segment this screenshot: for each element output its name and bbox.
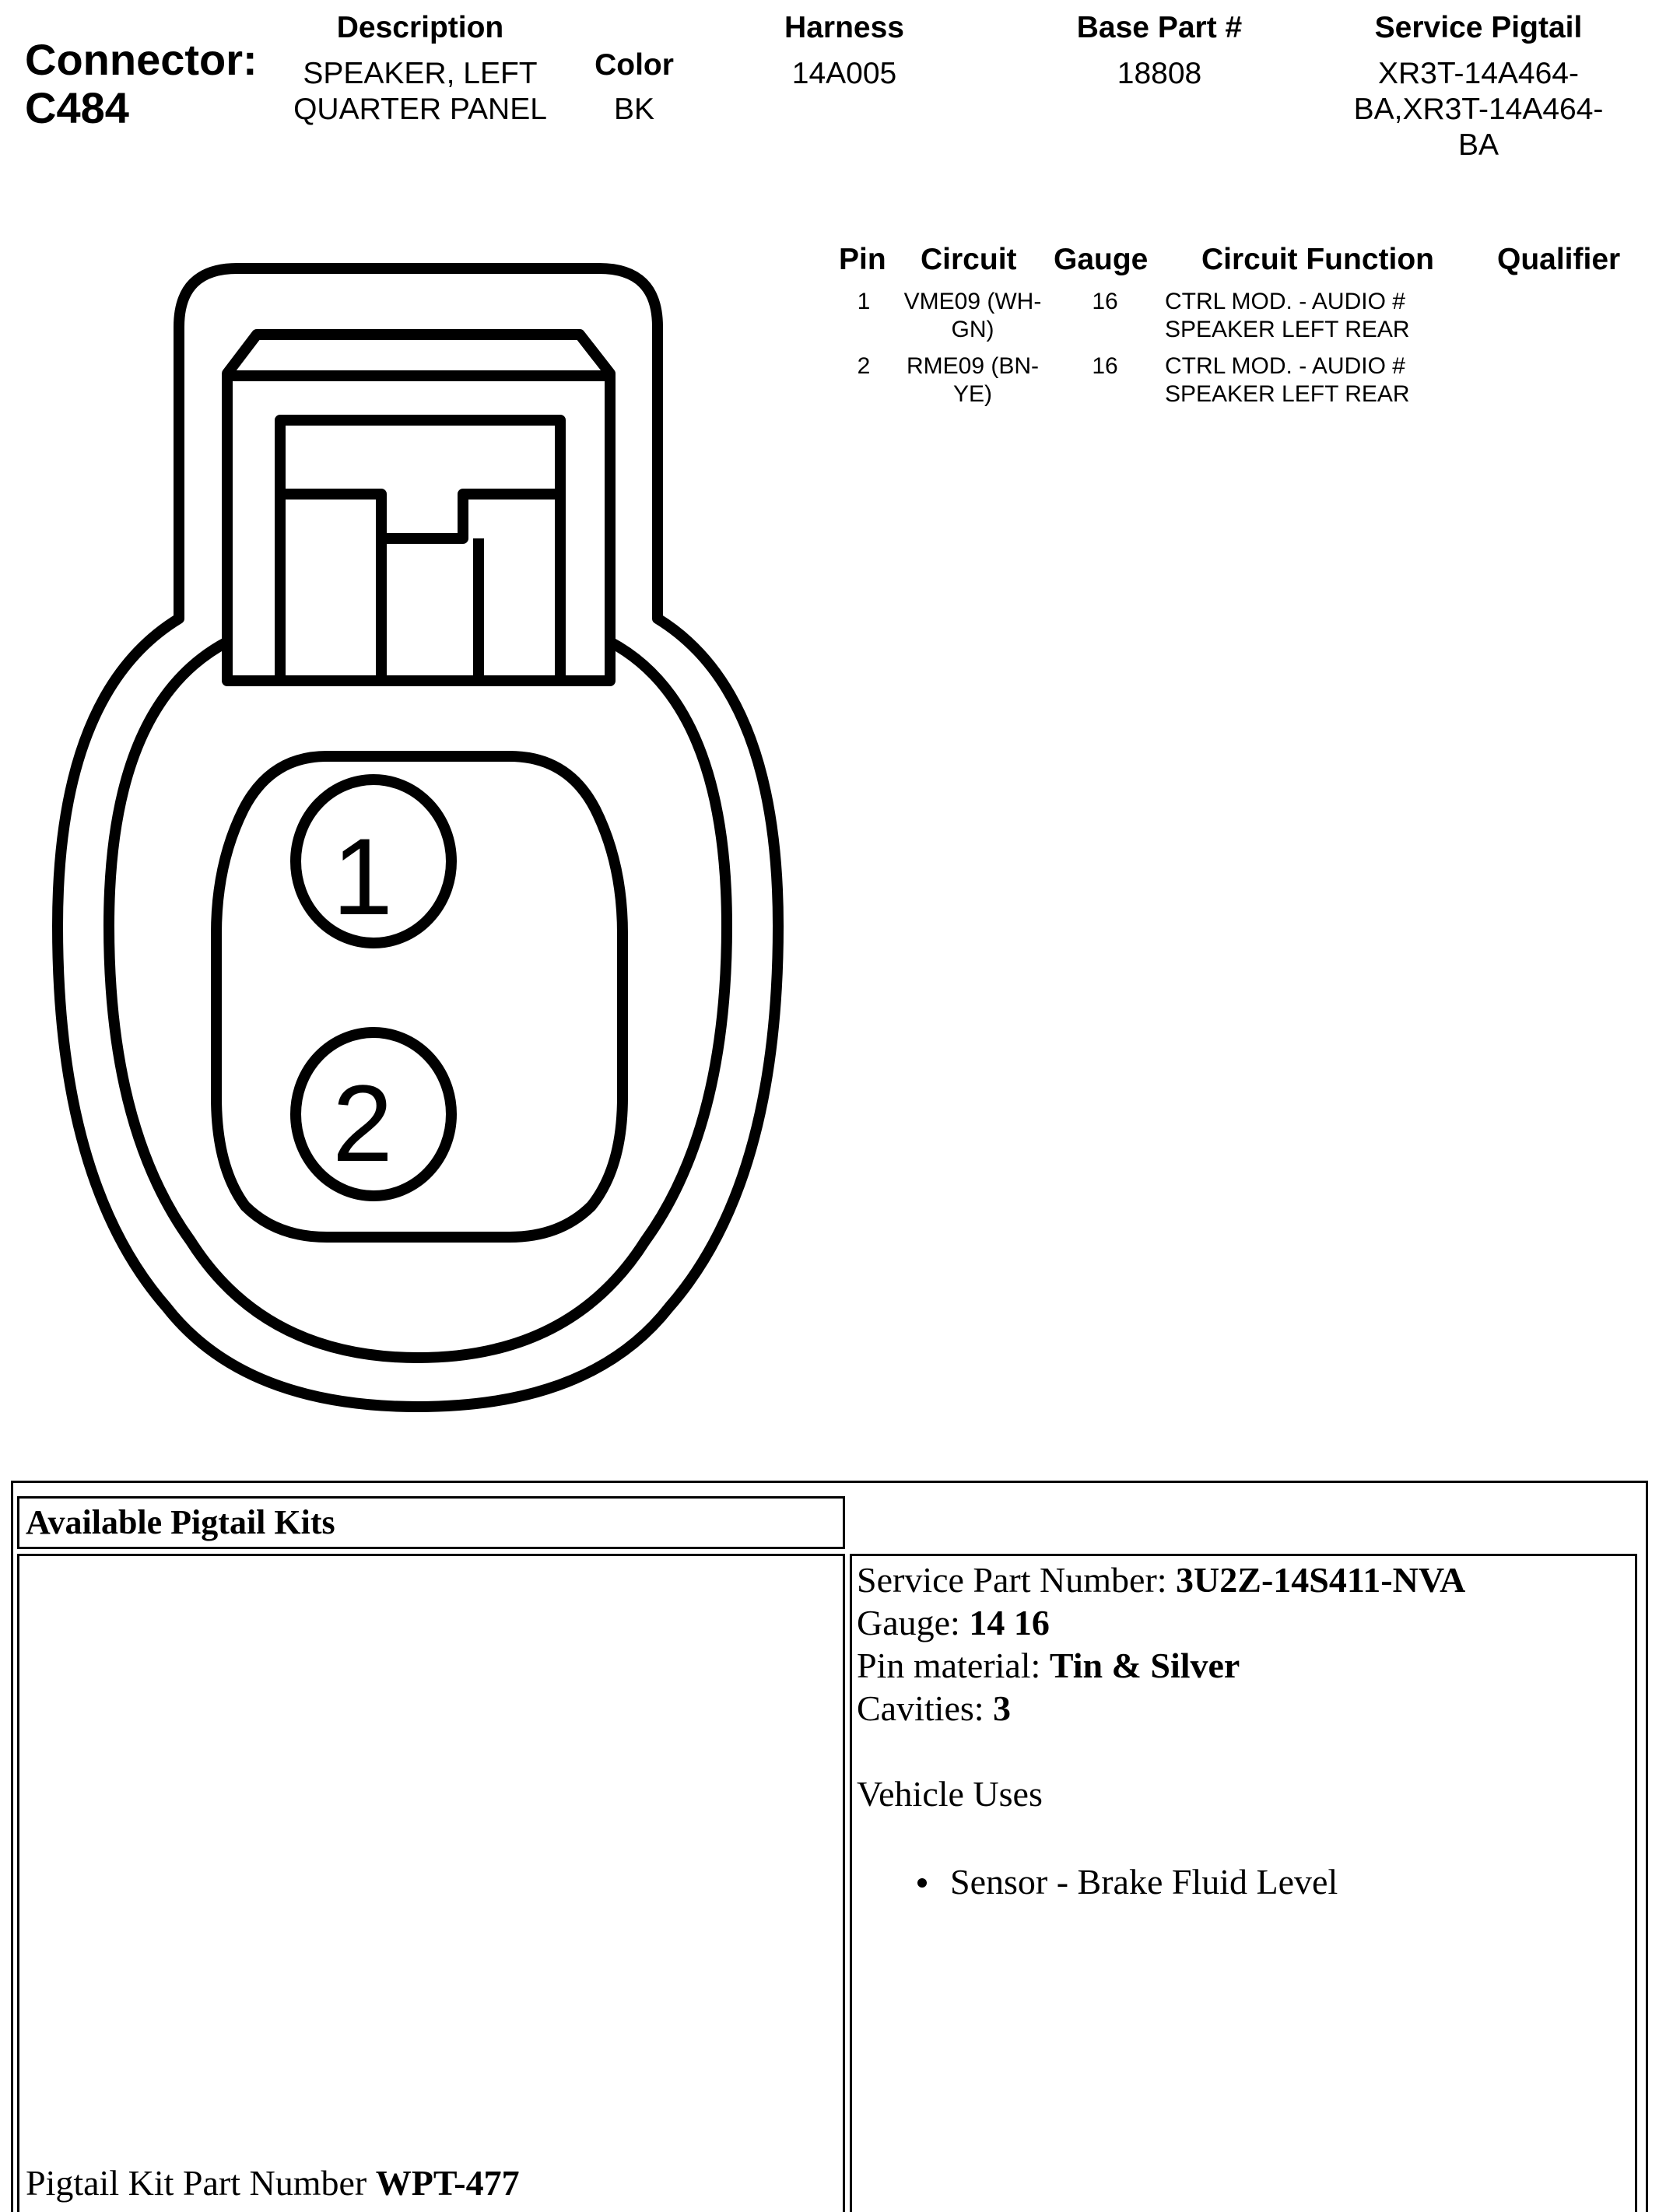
pin-number: 1	[857, 289, 871, 314]
gauge-label: Gauge:	[857, 1603, 970, 1642]
pin-material-label: Pin material:	[857, 1646, 1050, 1685]
pin-circuit-line-1: VME09 (WH-	[903, 289, 1042, 314]
pin-circuit	[887, 288, 1058, 344]
base-part-header: Base Part #	[1076, 11, 1243, 44]
pin-2-label: 2	[332, 1062, 393, 1184]
base-part-value: 18808	[1117, 57, 1202, 90]
connector-diagram	[0, 0, 801, 1455]
pin-function-line-1: CTRL MOD. - AUDIO #	[1165, 289, 1405, 314]
lock-latch	[280, 420, 560, 681]
pin-header-gauge: Gauge	[1054, 243, 1149, 276]
connector-inner-housing	[109, 642, 727, 1358]
pin-gauge: 16	[1092, 289, 1118, 314]
kit-part-value: WPT-477	[375, 2163, 520, 2203]
service-part-number-value: 3U2Z-14S411-NVA	[1176, 1560, 1466, 1600]
pigtail-kit-part-number	[26, 2161, 520, 2204]
pin-gauge: 16	[1092, 353, 1118, 379]
service-pigtail-line-1: XR3T-14A464-	[1378, 57, 1579, 90]
service-pigtail-header: Service Pigtail	[1374, 11, 1583, 44]
color-header: Color	[595, 48, 674, 82]
harness-header: Harness	[784, 11, 904, 44]
description-line-2: QUARTER PANEL	[293, 93, 547, 126]
pigtail-details-cell	[850, 1554, 1637, 2212]
pin-1-label: 1	[332, 815, 393, 938]
pin-circuit-line-2: GN)	[951, 317, 994, 342]
pin-circuit-line-2: YE)	[952, 381, 992, 407]
pin-header-pin: Pin	[839, 243, 886, 276]
vehicle-uses-heading: Vehicle Uses	[857, 1774, 1043, 1814]
pin-number: 2	[857, 353, 871, 379]
pin-header-circuit: Circuit	[921, 243, 1017, 276]
service-pigtail-value	[1315, 56, 1642, 163]
pin-function-line-1: CTRL MOD. - AUDIO #	[1165, 353, 1405, 379]
description-line-1: SPEAKER, LEFT	[303, 57, 538, 90]
pin-function-line-2: SPEAKER LEFT REAR	[1165, 317, 1410, 342]
pin-header-function: Circuit Function	[1201, 243, 1434, 276]
cavities-label: Cavities:	[857, 1688, 994, 1728]
pin-circuit	[887, 352, 1058, 408]
pigtail-image-cell	[17, 1554, 845, 2212]
bullet-icon	[917, 1878, 927, 1888]
pigtail-kits-title: Available Pigtail Kits	[26, 1503, 335, 1541]
service-part-number-line	[857, 1558, 1465, 1601]
service-pigtail-line-2: BA,XR3T-14A464-	[1353, 93, 1604, 126]
pin-cavity-insert	[216, 756, 623, 1237]
description-header: Description	[336, 11, 504, 44]
pin-header-qualifier: Qualifier	[1497, 243, 1621, 276]
cavities-value: 3	[993, 1688, 1012, 1728]
cavities-line	[857, 1687, 1465, 1730]
pin-function-line-2: SPEAKER LEFT REAR	[1165, 381, 1410, 407]
pin-material-line	[857, 1644, 1465, 1687]
connector-id: C484	[25, 83, 129, 132]
service-part-number-label: Service Part Number:	[857, 1560, 1177, 1600]
pigtail-details	[857, 1558, 1465, 1903]
gauge-line	[857, 1601, 1465, 1644]
gauge-value: 14 16	[969, 1603, 1050, 1642]
pin-material-value: Tin & Silver	[1049, 1646, 1240, 1685]
pin-circuit-line-1: RME09 (BN-	[906, 353, 1040, 379]
vehicle-uses-list	[857, 1860, 1465, 1903]
harness-value: 14A005	[791, 57, 897, 90]
connector-label: Connector:	[25, 35, 258, 84]
lock-latch-inner	[280, 494, 560, 538]
pigtail-kits-title-cell	[17, 1496, 845, 1549]
service-pigtail-line-3: BA	[1457, 128, 1499, 162]
pin-function	[1165, 352, 1410, 408]
kit-part-label: Pigtail Kit Part Number	[26, 2163, 376, 2203]
pin-function	[1165, 288, 1410, 344]
color-value: BK	[613, 93, 655, 126]
vehicle-use-item: Sensor - Brake Fluid Level	[950, 1862, 1338, 1902]
